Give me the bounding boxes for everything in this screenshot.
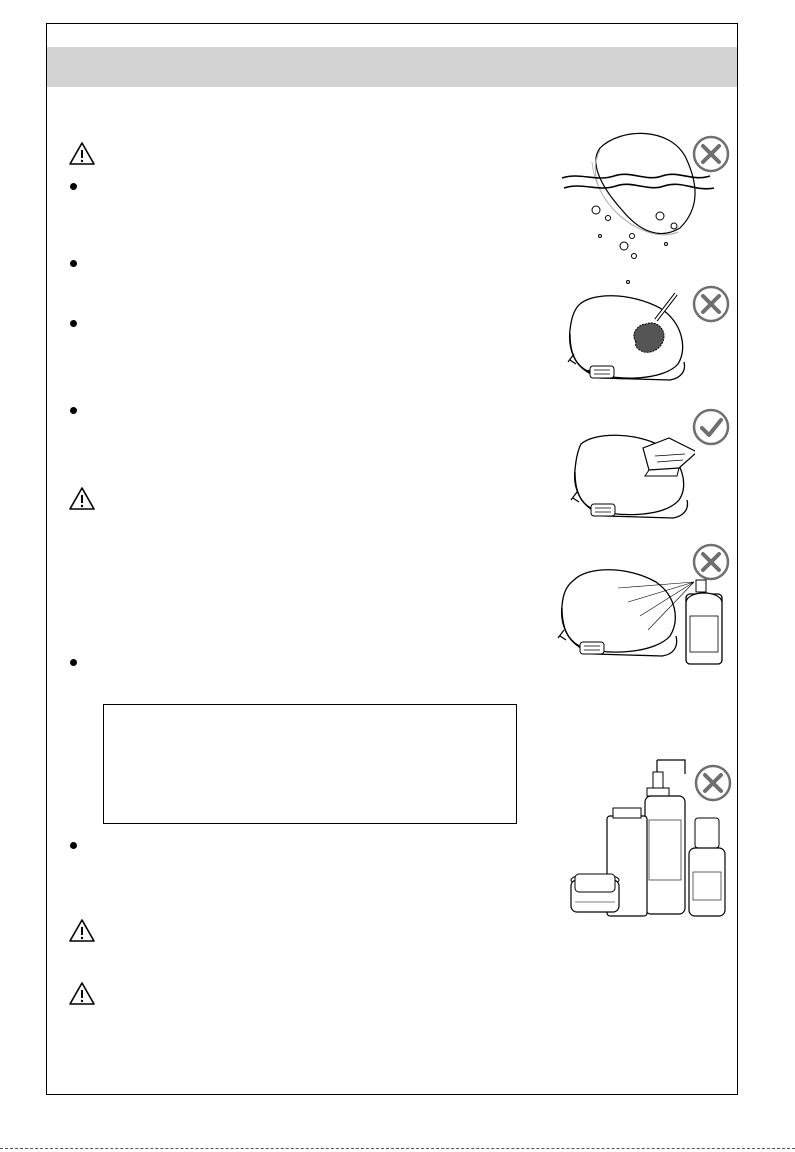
- seat-cloth-illustration: [565, 430, 695, 526]
- warning-triangle-icon: [68, 918, 96, 943]
- warning-triangle-icon: [68, 141, 96, 166]
- prohibited-x-icon: [694, 764, 732, 802]
- list-bullet: [70, 842, 77, 849]
- list-bullet: [70, 260, 77, 267]
- warning-triangle-icon: [68, 486, 96, 511]
- section-header-bar: [47, 47, 737, 87]
- prohibited-x-icon: [692, 285, 730, 323]
- warning-triangle-icon: [68, 981, 96, 1006]
- list-bullet: [70, 659, 77, 666]
- notice-box: [103, 704, 517, 824]
- allowed-check-icon: [692, 408, 730, 446]
- list-bullet: [70, 320, 77, 327]
- prohibited-x-icon: [692, 543, 730, 581]
- page-bottom-cut-line: [0, 1148, 795, 1149]
- seat-brush-illustration: [560, 288, 695, 390]
- list-bullet: [70, 407, 77, 414]
- list-bullet: [70, 183, 77, 190]
- prohibited-x-icon: [692, 135, 730, 173]
